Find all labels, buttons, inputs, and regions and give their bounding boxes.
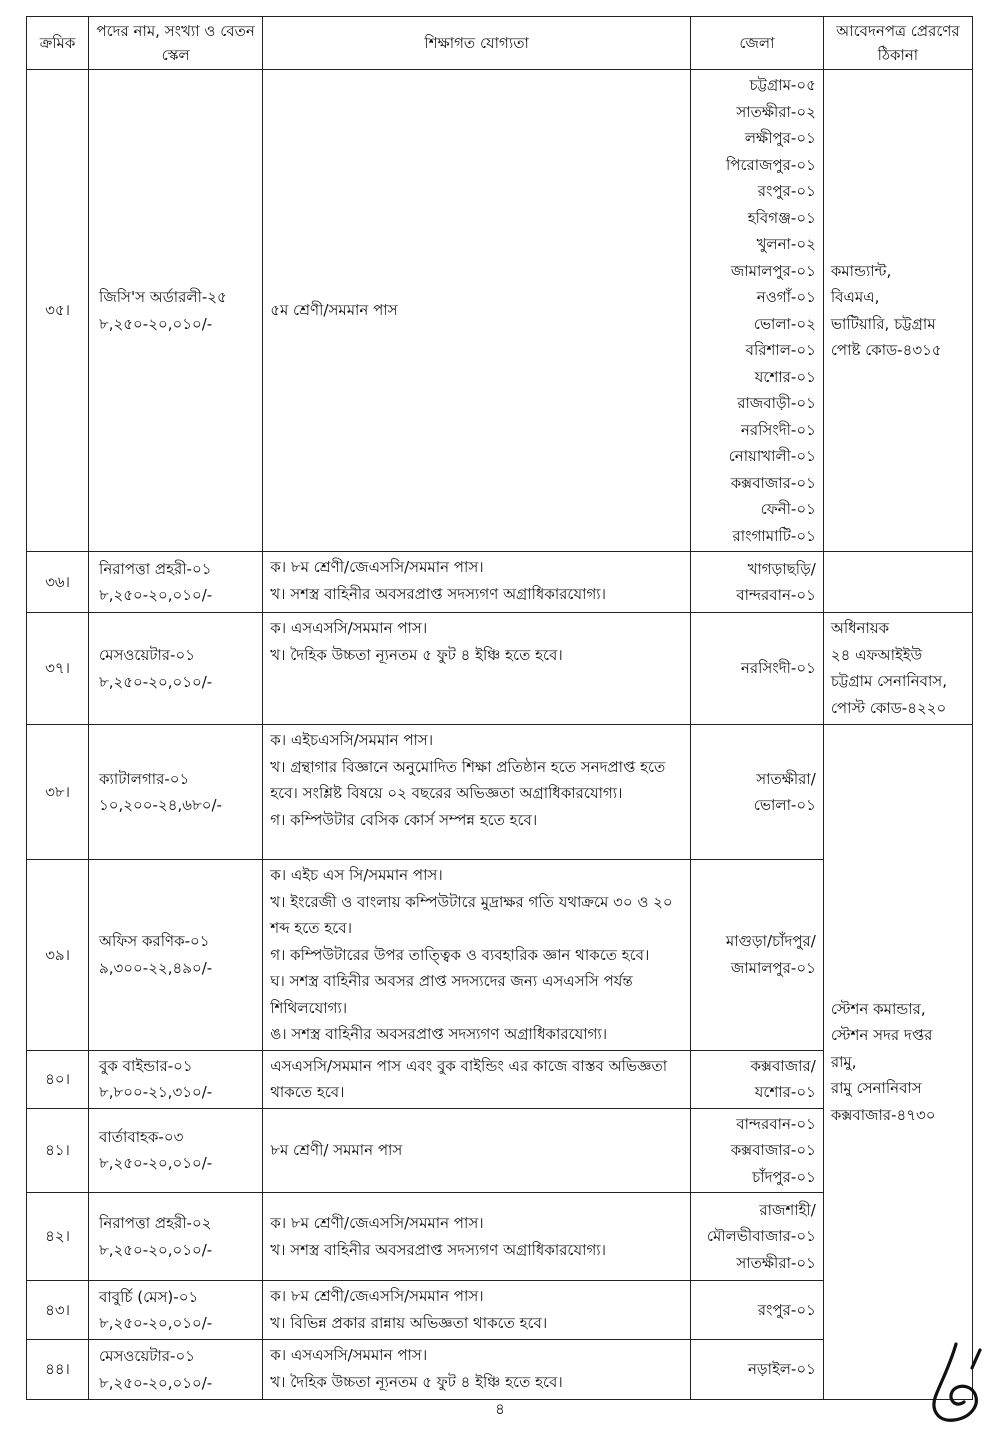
qualification-line: ক। ৮ম শ্রেণী/জেএসসি/সমমান পাস।	[270, 1214, 484, 1232]
header-address: আবেদনপত্র প্রেরণের ঠিকানা	[823, 17, 972, 70]
address-cell	[823, 613, 972, 725]
pay-scale: ৮,২৫০-২০,০১০/-	[99, 1240, 213, 1259]
district-line: রংপুর-০১	[757, 1300, 816, 1319]
address-line: কক্সবাজার-৪৭৩০	[830, 1105, 936, 1124]
district-cell	[691, 552, 824, 613]
pay-scale: ৮,২৫০-২০,০১০/-	[99, 586, 213, 604]
address-line: ভাটিয়ারি, চট্টগ্রাম	[830, 314, 936, 333]
district-cell	[691, 70, 824, 552]
address-line: রামু,	[830, 1052, 857, 1071]
district-line: নরসিংদী-০১	[740, 420, 816, 439]
post-name: নিরাপত্তা প্রহরী-০২	[99, 1214, 212, 1232]
recruitment-table	[26, 16, 973, 1400]
qualification-line: গ। কম্পিউটারের উপর তাত্ত্বিক ও ব্যবহারিক জ্ঞান থাকতে হবে।	[270, 945, 650, 964]
pay-scale: ৮,২৫০-২০,০১০/-	[99, 1314, 213, 1332]
table-row	[27, 552, 973, 613]
qualification-line: গ। কম্পিউটার বেসিক কোর্স সম্পন্ন হতে হবে।	[270, 810, 538, 829]
post-name: বাবুর্চি (মেস)-০১	[99, 1287, 199, 1306]
qualification-cell	[263, 860, 691, 1051]
district-line: মৌলভীবাজার-০১	[706, 1227, 816, 1246]
qualification-line: ৫ম শ্রেণী/সমমান পাস	[270, 301, 398, 320]
district-line: কক্সবাজার/	[750, 1056, 816, 1075]
district-line: নরসিংদী-০১	[740, 659, 816, 678]
district-line: পিরোজপুর-০১	[725, 155, 816, 174]
district-line: রংপুর-০১	[757, 182, 816, 200]
post-cell	[89, 1193, 263, 1281]
district-cell	[691, 1050, 824, 1108]
district-line: নড়াইল-০১	[747, 1360, 816, 1379]
pay-scale: ১০,২০০-২৪,৬৮০/-	[99, 796, 222, 814]
qualification-cell	[263, 552, 691, 613]
post-cell	[89, 1340, 263, 1400]
table-row	[27, 725, 973, 860]
post-cell	[89, 860, 263, 1051]
qualification-cell	[263, 1340, 691, 1400]
post-name: বুক বাইন্ডার-০১	[99, 1056, 193, 1075]
post-name: মেসওয়েটার-০১	[99, 1347, 195, 1365]
pay-scale: ৯,৩০০-২২,৪৯০/-	[99, 958, 213, 977]
district-cell	[691, 1340, 824, 1400]
address-line: রামু সেনানিবাস	[830, 1079, 922, 1098]
post-cell	[89, 1108, 263, 1193]
district-line: কক্সবাজার-০১	[730, 473, 816, 492]
district-line: কক্সবাজার-০১	[730, 1141, 816, 1159]
district-line: ভোলা-০১	[753, 796, 816, 814]
qualification-line: ক। এসএসসি/সমমান পাস।	[270, 1346, 428, 1364]
qualification-line: খ। ইংরেজী ও বাংলায় কম্পিউটারে মুদ্রাক্ষর গতি যথাক্রমে ৩০ ও ২০ শব্দ হতে হবে।	[270, 892, 673, 937]
post-name: নিরাপত্তা প্রহরী-০১	[99, 559, 212, 578]
serial-cell: ৩৮।	[27, 725, 89, 860]
serial-cell: ৪০।	[27, 1050, 89, 1108]
district-line: নোয়াখালী-০১	[728, 447, 816, 465]
district-line: রাজশাহী/	[759, 1200, 816, 1219]
serial-cell: ৩৭।	[27, 613, 89, 725]
qualification-line: ক। এইচএসসি/সমমান পাস।	[270, 731, 434, 749]
district-line: নওগাঁ-০১	[756, 288, 816, 306]
post-name: মেসওয়েটার-০১	[99, 646, 195, 664]
district-line: বরিশাল-০১	[745, 341, 816, 359]
post-cell	[89, 613, 263, 725]
district-line: খুলনা-০২	[756, 235, 816, 253]
serial-cell: ৩৬।	[27, 552, 89, 613]
qualification-line: ক। ৮ম শ্রেণী/জেএসসি/সমমান পাস।	[270, 558, 484, 576]
header-serial: ক্রমিক	[27, 17, 89, 70]
address-cell-empty	[823, 552, 972, 613]
district-line: হবিগঞ্জ-০১	[747, 208, 816, 227]
serial-cell: ৪১।	[27, 1108, 89, 1193]
qualification-line: খ। গ্রন্থাগার বিজ্ঞানে অনুমোদিত শিক্ষা প্রতিষ্ঠান হতে সনদপ্রাপ্ত হতে হবে। সংশ্লিষ্ট বিষয়ে ০২ বছরের অভিজ্ঞতা অগ্রাধিকারযোগ্য।	[270, 757, 666, 802]
qualification-cell	[263, 725, 691, 860]
district-line: সাতক্ষীরা-০১	[736, 1253, 816, 1272]
district-line: বান্দরবান-০১	[736, 586, 816, 604]
serial-cell: ৪২।	[27, 1193, 89, 1281]
qualification-line: খ। বিভিন্ন প্রকার রান্নায় অভিজ্ঞতা থাকতে হবে।	[270, 1313, 548, 1332]
qualification-cell	[263, 1108, 691, 1193]
qualification-line: খ। সশস্ত্র বাহিনীর অবসরপ্রাপ্ত সদস্যগণ অগ্রাধিকারযোগ্য।	[270, 584, 606, 603]
district-line: রাজবাড়ী-০১	[737, 394, 816, 412]
qualification-line: এসএসসি/সমমান পাস এবং বুক বাইন্ডিং এর কাজে বাস্তব অভিজ্ঞতা থাকতে হবে।	[270, 1056, 668, 1101]
district-cell	[691, 1108, 824, 1193]
qualification-line: ঘ। সশস্ত্র বাহিনীর অবসর প্রাপ্ত সদস্যদের জন্য এসএসসি পর্যন্ত শিথিলযোগ্য।	[270, 972, 633, 1017]
post-cell	[89, 552, 263, 613]
serial-cell: ৪৪।	[27, 1340, 89, 1400]
address-cell	[823, 725, 972, 1400]
address-line: বিএমএ,	[830, 288, 880, 306]
pay-scale: ৮,২৫০-২০,০১০/-	[99, 1373, 213, 1392]
district-line: খাগড়াছড়ি/	[747, 559, 816, 578]
serial-cell: ৪৩।	[27, 1281, 89, 1340]
district-line: জামালপুর-০১	[730, 261, 816, 280]
qualification-cell	[263, 1050, 691, 1108]
table-row	[27, 70, 973, 552]
address-line: কমান্ড্যান্ট,	[830, 261, 892, 280]
serial-cell: ৩৫।	[27, 70, 89, 552]
district-cell	[691, 613, 824, 725]
address-line: স্টেশন কমান্ডার,	[830, 999, 926, 1018]
qualification-line: খ। দৈহিক উচ্চতা ন্যূনতম ৫ ফুট ৪ ইঞ্চি হতে হবে।	[270, 645, 563, 664]
post-cell	[89, 1050, 263, 1108]
district-line: ভোলা-০২	[753, 314, 816, 333]
qualification-line: খ। সশস্ত্র বাহিনীর অবসরপ্রাপ্ত সদস্যগণ অগ্রাধিকারযোগ্য।	[270, 1240, 606, 1259]
post-name: অফিস করণিক-০১	[99, 932, 210, 951]
serial-cell: ৩৯।	[27, 860, 89, 1051]
address-line: পোস্ট কোড-৪২২০	[830, 698, 947, 717]
header-district: জেলা	[691, 17, 824, 70]
address-line: চট্টগ্রাম সেনানিবাস,	[830, 672, 947, 690]
district-line: ফেনী-০১	[760, 500, 816, 518]
post-cell	[89, 1281, 263, 1340]
qualification-cell	[263, 70, 691, 552]
pay-scale: ৮,৮০০-২১,৩১০/-	[99, 1083, 213, 1101]
qualification-line: ক। এইচ এস সি/সমমান পাস।	[270, 866, 443, 884]
district-line: মাগুড়া/চাঁদপুর/	[725, 932, 816, 951]
table-header-row	[27, 17, 973, 70]
district-cell	[691, 1193, 824, 1281]
qualification-cell	[263, 613, 691, 725]
header-post: পদের নাম, সংখ্যা ও বেতন স্কেল	[89, 17, 263, 70]
post-cell	[89, 70, 263, 552]
district-cell	[691, 725, 824, 860]
qualification-line: খ। দৈহিক উচ্চতা ন্যূনতম ৫ ফুট ৪ ইঞ্চি হতে হবে।	[270, 1372, 563, 1391]
post-cell	[89, 725, 263, 860]
qualification-line: ঙ। সশস্ত্র বাহিনীর অবসরপ্রাপ্ত সদস্যগণ অগ্রাধিকারযোগ্য।	[270, 1025, 608, 1043]
district-line: জামালপুর-০১	[730, 958, 816, 977]
district-line: রাংগামাটি-০১	[732, 526, 816, 545]
post-name: জিসি'স অর্ডারলী-২৫	[99, 288, 227, 306]
header-qualification: শিক্ষাগত যোগ্যতা	[263, 17, 691, 70]
page-number: ৪	[495, 1400, 505, 1418]
district-line: যশোর-০১	[754, 367, 816, 386]
district-line: বান্দরবান-০১	[736, 1114, 816, 1133]
pay-scale: ৮,২৫০-২০,০১০/-	[99, 672, 213, 691]
district-line: সাতক্ষীরা-০২	[736, 102, 816, 121]
qualification-line: ৮ম শ্রেণী/ সমমান পাস	[270, 1141, 403, 1159]
district-line: চট্টগ্রাম-০৫	[749, 76, 816, 94]
address-line: ২৪ এফআইইউ	[830, 645, 923, 664]
post-name: বার্তাবাহক-০৩	[99, 1127, 184, 1146]
qualification-line: ক। ৮ম শ্রেণী/জেএসসি/সমমান পাস।	[270, 1287, 484, 1305]
qualification-cell	[263, 1193, 691, 1281]
pay-scale: ৮,২৫০-২০,০১০/-	[99, 1154, 213, 1173]
qualification-line: ক। এসএসসি/সমমান পাস।	[270, 619, 428, 637]
pay-scale: ৮,২৫০-২০,০১০/-	[99, 314, 213, 333]
post-name: ক্যাটালগার-০১	[99, 769, 190, 788]
district-line: সাতক্ষীরা/	[756, 769, 816, 788]
qualification-cell	[263, 1281, 691, 1340]
address-line: অধিনায়ক	[830, 619, 890, 637]
address-line: পোষ্ট কোড-৪৩১৫	[830, 341, 942, 359]
table-row	[27, 613, 973, 725]
district-line: লক্ষীপুর-০১	[744, 129, 816, 147]
district-line: যশোর-০১	[754, 1083, 816, 1101]
district-line: চাঁদপুর-০১	[752, 1167, 816, 1186]
address-cell	[823, 70, 972, 552]
district-cell	[691, 860, 824, 1051]
address-line: স্টেশন সদর দপ্তর	[830, 1026, 933, 1045]
district-cell	[691, 1281, 824, 1340]
